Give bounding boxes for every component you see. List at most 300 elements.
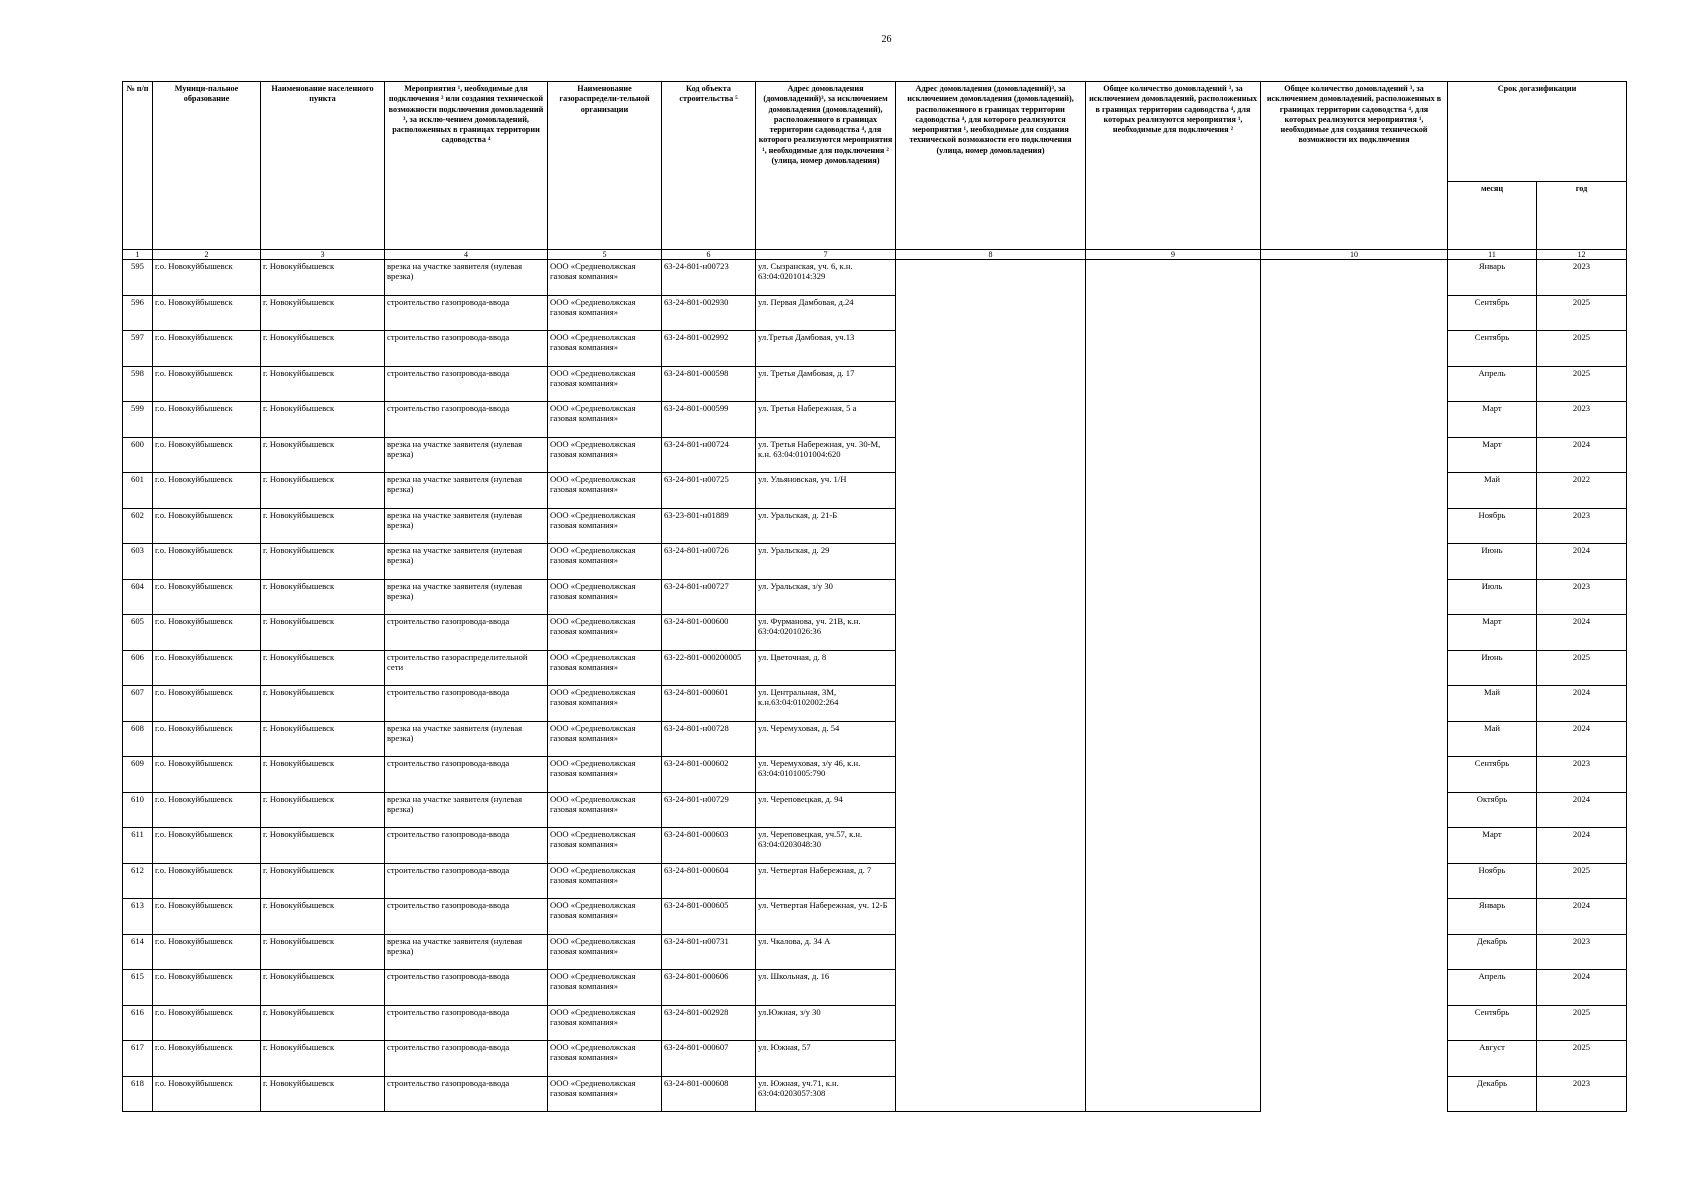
row-address-technical <box>896 863 1086 899</box>
table-row <box>123 579 1627 615</box>
row-month: Май <box>1448 473 1537 509</box>
row-municipality: г.о. Новокуйбышевск <box>153 721 261 757</box>
row-object-code: 63-24-801-н00726 <box>662 544 756 580</box>
row-month: Сентябрь <box>1448 331 1537 367</box>
row-count-connection <box>1086 721 1261 757</box>
table-row <box>123 686 1627 722</box>
row-month: Август <box>1448 1041 1537 1077</box>
row-number: 617 <box>123 1041 153 1077</box>
row-organization: ООО «Средневолжская газовая компания» <box>548 615 662 651</box>
row-activity: врезка на участке заявителя (нулевая врезка) <box>385 508 548 544</box>
row-count-technical <box>1261 260 1448 296</box>
row-number: 610 <box>123 792 153 828</box>
row-year: 2024 <box>1537 544 1627 580</box>
row-settlement: г. Новокуйбышевск <box>261 757 385 793</box>
row-count-technical <box>1261 721 1448 757</box>
table-header <box>123 82 1627 260</box>
header-settlement: Наименование населенного пункта <box>261 82 385 250</box>
row-count-connection <box>1086 1005 1261 1041</box>
row-address-technical <box>896 260 1086 296</box>
row-year: 2025 <box>1537 1005 1627 1041</box>
row-address: ул. Черемуховая, з/у 46, к.н. 63:04:0101005:790 <box>756 757 896 793</box>
row-address: ул. Череповецкая, уч.57, к.н. 63:04:0203048:30 <box>756 828 896 864</box>
row-month: Май <box>1448 721 1537 757</box>
row-count-technical <box>1261 970 1448 1006</box>
row-number: 607 <box>123 686 153 722</box>
row-number: 618 <box>123 1076 153 1112</box>
row-address: ул. Фурманова, уч. 21В, к.н. 63:04:0201026:36 <box>756 615 896 651</box>
row-month: Ноябрь <box>1448 863 1537 899</box>
row-municipality: г.о. Новокуйбышевск <box>153 970 261 1006</box>
row-municipality: г.о. Новокуйбышевск <box>153 437 261 473</box>
row-municipality: г.о. Новокуйбышевск <box>153 544 261 580</box>
row-address: ул. Уральская, д. 29 <box>756 544 896 580</box>
row-count-technical <box>1261 544 1448 580</box>
row-activity: строительство газопровода-ввода <box>385 615 548 651</box>
table-body <box>123 260 1627 1112</box>
row-municipality: г.о. Новокуйбышевск <box>153 402 261 438</box>
row-month: Май <box>1448 686 1537 722</box>
column-number: 7 <box>756 250 896 260</box>
row-month: Декабрь <box>1448 1076 1537 1112</box>
row-number: 599 <box>123 402 153 438</box>
row-address-technical <box>896 934 1086 970</box>
row-settlement: г. Новокуйбышевск <box>261 934 385 970</box>
row-number: 611 <box>123 828 153 864</box>
row-activity: строительство газопровода-ввода <box>385 331 548 367</box>
row-activity: врезка на участке заявителя (нулевая врезка) <box>385 260 548 296</box>
row-address-technical <box>896 295 1086 331</box>
row-activity: врезка на участке заявителя (нулевая врезка) <box>385 437 548 473</box>
row-year: 2024 <box>1537 686 1627 722</box>
row-activity: врезка на участке заявителя (нулевая врезка) <box>385 934 548 970</box>
row-organization: ООО «Средневолжская газовая компания» <box>548 437 662 473</box>
table-row <box>123 757 1627 793</box>
header-count-connection: Общее количество домовладений ³, за исключением домовладений, расположенных в границах территории садоводства ⁴, для которых реализуются мероприятия ¹, необходимые для подключения ² <box>1086 82 1261 250</box>
row-object-code: 63-24-801-000606 <box>662 970 756 1006</box>
row-count-technical <box>1261 686 1448 722</box>
row-count-technical <box>1261 508 1448 544</box>
table-row <box>123 970 1627 1006</box>
row-municipality: г.о. Новокуйбышевск <box>153 1005 261 1041</box>
row-activity: строительство газопровода-ввода <box>385 366 548 402</box>
row-address-technical <box>896 721 1086 757</box>
row-settlement: г. Новокуйбышевск <box>261 331 385 367</box>
row-count-technical <box>1261 579 1448 615</box>
column-number: 3 <box>261 250 385 260</box>
row-count-technical <box>1261 650 1448 686</box>
row-address: ул. Уральская, д. 21-Б <box>756 508 896 544</box>
row-organization: ООО «Средневолжская газовая компания» <box>548 295 662 331</box>
row-month: Март <box>1448 437 1537 473</box>
row-count-connection <box>1086 934 1261 970</box>
row-address-technical <box>896 508 1086 544</box>
row-activity: врезка на участке заявителя (нулевая врезка) <box>385 792 548 828</box>
column-number: 8 <box>896 250 1086 260</box>
table-row <box>123 1041 1627 1077</box>
row-address-technical <box>896 757 1086 793</box>
column-number: 9 <box>1086 250 1261 260</box>
row-month: Октябрь <box>1448 792 1537 828</box>
row-municipality: г.о. Новокуйбышевск <box>153 366 261 402</box>
row-object-code: 63-24-801-002992 <box>662 331 756 367</box>
row-number: 613 <box>123 899 153 935</box>
table-row <box>123 1005 1627 1041</box>
row-activity: строительство газопровода-ввода <box>385 899 548 935</box>
row-activity: строительство газопровода-ввода <box>385 1005 548 1041</box>
row-address-technical <box>896 650 1086 686</box>
row-object-code: 63-24-801-000598 <box>662 366 756 402</box>
row-number: 603 <box>123 544 153 580</box>
row-month: Ноябрь <box>1448 508 1537 544</box>
row-activity: врезка на участке заявителя (нулевая врезка) <box>385 544 548 580</box>
row-address: ул. Черемуховая, д. 54 <box>756 721 896 757</box>
column-number: 1 <box>123 250 153 260</box>
row-count-technical <box>1261 1005 1448 1041</box>
row-activity: строительство газопровода-ввода <box>385 295 548 331</box>
row-number: 612 <box>123 863 153 899</box>
row-activity: строительство газопровода-ввода <box>385 863 548 899</box>
row-number: 602 <box>123 508 153 544</box>
row-settlement: г. Новокуйбышевск <box>261 402 385 438</box>
row-address: ул. Третья Набережная, уч. 30-М, к.н. 63:04:0101004:620 <box>756 437 896 473</box>
row-activity: строительство газопровода-ввода <box>385 686 548 722</box>
row-organization: ООО «Средневолжская газовая компания» <box>548 402 662 438</box>
row-year: 2025 <box>1537 863 1627 899</box>
table-row <box>123 934 1627 970</box>
row-address-technical <box>896 579 1086 615</box>
table-row <box>123 792 1627 828</box>
row-organization: ООО «Средневолжская газовая компания» <box>548 934 662 970</box>
row-municipality: г.о. Новокуйбышевск <box>153 508 261 544</box>
row-organization: ООО «Средневолжская газовая компания» <box>548 721 662 757</box>
table-row <box>123 650 1627 686</box>
row-object-code: 63-24-801-000608 <box>662 1076 756 1112</box>
row-year: 2025 <box>1537 1041 1627 1077</box>
row-organization: ООО «Средневолжская газовая компания» <box>548 473 662 509</box>
row-count-technical <box>1261 295 1448 331</box>
row-settlement: г. Новокуйбышевск <box>261 970 385 1006</box>
header-month: месяц <box>1448 182 1537 250</box>
row-number: 605 <box>123 615 153 651</box>
table-row <box>123 615 1627 651</box>
column-number: 2 <box>153 250 261 260</box>
row-settlement: г. Новокуйбышевск <box>261 1076 385 1112</box>
row-year: 2024 <box>1537 437 1627 473</box>
table-row <box>123 721 1627 757</box>
row-month: Март <box>1448 402 1537 438</box>
row-count-connection <box>1086 970 1261 1006</box>
row-settlement: г. Новокуйбышевск <box>261 686 385 722</box>
row-organization: ООО «Средневолжская газовая компания» <box>548 331 662 367</box>
row-object-code: 63-24-801-000600 <box>662 615 756 651</box>
row-count-technical <box>1261 757 1448 793</box>
table-row <box>123 402 1627 438</box>
row-count-connection <box>1086 1076 1261 1112</box>
row-address: ул. Сызранская, уч. 6, к.н. 63:04:0201014:329 <box>756 260 896 296</box>
row-activity: врезка на участке заявителя (нулевая врезка) <box>385 473 548 509</box>
row-count-connection <box>1086 579 1261 615</box>
column-number: 10 <box>1261 250 1448 260</box>
table-row <box>123 899 1627 935</box>
row-number: 609 <box>123 757 153 793</box>
table-row <box>123 366 1627 402</box>
row-month: Сентябрь <box>1448 295 1537 331</box>
row-settlement: г. Новокуйбышевск <box>261 260 385 296</box>
row-count-technical <box>1261 402 1448 438</box>
row-organization: ООО «Средневолжская газовая компания» <box>548 757 662 793</box>
column-number: 4 <box>385 250 548 260</box>
column-number: 5 <box>548 250 662 260</box>
row-address: ул. Цветочная, д. 8 <box>756 650 896 686</box>
row-month: Март <box>1448 828 1537 864</box>
row-address: ул. Первая Дамбовая, д.24 <box>756 295 896 331</box>
row-number: 595 <box>123 260 153 296</box>
row-address-technical <box>896 1076 1086 1112</box>
row-year: 2023 <box>1537 579 1627 615</box>
row-settlement: г. Новокуйбышевск <box>261 366 385 402</box>
row-settlement: г. Новокуйбышевск <box>261 863 385 899</box>
row-address: ул. Ульяновская, уч. 1/Н <box>756 473 896 509</box>
row-address: ул. Уральская, з/у 30 <box>756 579 896 615</box>
row-month: Апрель <box>1448 366 1537 402</box>
row-object-code: 63-24-801-000603 <box>662 828 756 864</box>
row-year: 2023 <box>1537 402 1627 438</box>
header-address-connection: Адрес домовладения (домовладений)³, за исключением домовладения (домовладений), расположенного в границах территории садоводства ⁴, для которого реализуются мероприятия ¹, необходимые для подключения ² (улица, номер домовладения) <box>756 82 896 250</box>
row-activity: строительство газораспределительной сети <box>385 650 548 686</box>
row-organization: ООО «Средневолжская газовая компания» <box>548 1005 662 1041</box>
row-address: ул. Череповецкая, д. 94 <box>756 792 896 828</box>
row-count-connection <box>1086 437 1261 473</box>
row-object-code: 63-24-801-000607 <box>662 1041 756 1077</box>
row-organization: ООО «Средневолжская газовая компания» <box>548 544 662 580</box>
row-address-technical <box>896 402 1086 438</box>
header-object-code: Код объекта строительства ⁵ <box>662 82 756 250</box>
table-row <box>123 828 1627 864</box>
row-year: 2023 <box>1537 508 1627 544</box>
row-number: 596 <box>123 295 153 331</box>
row-count-technical <box>1261 473 1448 509</box>
row-number: 614 <box>123 934 153 970</box>
row-municipality: г.о. Новокуйбышевск <box>153 828 261 864</box>
row-object-code: 63-24-801-000602 <box>662 757 756 793</box>
row-address: ул. Центральная, 3М, к.н.63:04:0102002:264 <box>756 686 896 722</box>
column-numbers-row <box>123 250 1627 260</box>
header-count-technical: Общее количество домовладений ³, за исключением домовладений, расположенных в границах территории садоводства ⁴, для которых реализуются мероприятия ¹, необходимые для создания технической возможности их подключения <box>1261 82 1448 250</box>
row-municipality: г.о. Новокуйбышевск <box>153 1041 261 1077</box>
row-organization: ООО «Средневолжская газовая компания» <box>548 579 662 615</box>
row-count-technical <box>1261 1041 1448 1077</box>
row-settlement: г. Новокуйбышевск <box>261 295 385 331</box>
row-object-code: 63-24-801-н00731 <box>662 934 756 970</box>
row-activity: врезка на участке заявителя (нулевая врезка) <box>385 579 548 615</box>
row-year: 2024 <box>1537 970 1627 1006</box>
table-row <box>123 1076 1627 1112</box>
row-year: 2025 <box>1537 366 1627 402</box>
table-row <box>123 331 1627 367</box>
row-settlement: г. Новокуйбышевск <box>261 544 385 580</box>
row-address: ул. Четвертая Набережная, д. 7 <box>756 863 896 899</box>
row-organization: ООО «Средневолжская газовая компания» <box>548 828 662 864</box>
row-count-technical <box>1261 828 1448 864</box>
row-municipality: г.о. Новокуйбышевск <box>153 260 261 296</box>
row-count-connection <box>1086 899 1261 935</box>
row-activity: врезка на участке заявителя (нулевая врезка) <box>385 721 548 757</box>
row-address: ул. Южная, 57 <box>756 1041 896 1077</box>
row-count-technical <box>1261 792 1448 828</box>
row-municipality: г.о. Новокуйбышевск <box>153 686 261 722</box>
row-municipality: г.о. Новокуйбышевск <box>153 331 261 367</box>
row-year: 2024 <box>1537 615 1627 651</box>
row-number: 606 <box>123 650 153 686</box>
row-address-technical <box>896 366 1086 402</box>
row-address-technical <box>896 828 1086 864</box>
row-year: 2024 <box>1537 828 1627 864</box>
row-address: ул. Четвертая Набережная, уч. 12-Б <box>756 899 896 935</box>
row-count-technical <box>1261 437 1448 473</box>
row-settlement: г. Новокуйбышевск <box>261 579 385 615</box>
row-number: 601 <box>123 473 153 509</box>
row-count-connection <box>1086 508 1261 544</box>
row-activity: строительство газопровода-ввода <box>385 1076 548 1112</box>
header-organization: Наименование газораспредели-тельной организации <box>548 82 662 250</box>
row-municipality: г.о. Новокуйбышевск <box>153 757 261 793</box>
row-year: 2025 <box>1537 650 1627 686</box>
row-municipality: г.о. Новокуйбышевск <box>153 650 261 686</box>
row-address-technical <box>896 686 1086 722</box>
row-municipality: г.о. Новокуйбышевск <box>153 934 261 970</box>
row-number: 598 <box>123 366 153 402</box>
row-settlement: г. Новокуйбышевск <box>261 1005 385 1041</box>
row-count-connection <box>1086 686 1261 722</box>
row-count-connection <box>1086 650 1261 686</box>
gasification-table <box>122 81 1627 1112</box>
row-year: 2023 <box>1537 260 1627 296</box>
row-settlement: г. Новокуйбышевск <box>261 1041 385 1077</box>
row-municipality: г.о. Новокуйбышевск <box>153 473 261 509</box>
row-organization: ООО «Средневолжская газовая компания» <box>548 650 662 686</box>
row-settlement: г. Новокуйбышевск <box>261 650 385 686</box>
row-municipality: г.о. Новокуйбышевск <box>153 1076 261 1112</box>
row-object-code: 63-24-801-002928 <box>662 1005 756 1041</box>
row-count-connection <box>1086 473 1261 509</box>
row-settlement: г. Новокуйбышевск <box>261 828 385 864</box>
table-row <box>123 437 1627 473</box>
row-address: ул.Третья Дамбовая, уч.13 <box>756 331 896 367</box>
header-year: год <box>1537 182 1627 250</box>
row-address-technical <box>896 1041 1086 1077</box>
row-organization: ООО «Средневолжская газовая компания» <box>548 792 662 828</box>
row-activity: строительство газопровода-ввода <box>385 970 548 1006</box>
row-municipality: г.о. Новокуйбышевск <box>153 792 261 828</box>
row-month: Январь <box>1448 260 1537 296</box>
row-object-code: 63-24-801-н00728 <box>662 721 756 757</box>
row-count-connection <box>1086 1041 1261 1077</box>
row-organization: ООО «Средневолжская газовая компания» <box>548 1041 662 1077</box>
row-settlement: г. Новокуйбышевск <box>261 721 385 757</box>
row-month: Январь <box>1448 899 1537 935</box>
row-count-technical <box>1261 899 1448 935</box>
row-year: 2023 <box>1537 1076 1627 1112</box>
row-object-code: 63-24-801-000604 <box>662 863 756 899</box>
row-object-code: 63-22-801-000200005 <box>662 650 756 686</box>
row-address: ул. Чкалова, д. 34 А <box>756 934 896 970</box>
row-count-connection <box>1086 615 1261 651</box>
row-year: 2024 <box>1537 899 1627 935</box>
row-count-technical <box>1261 366 1448 402</box>
row-settlement: г. Новокуйбышевск <box>261 473 385 509</box>
column-number: 11 <box>1448 250 1537 260</box>
row-number: 604 <box>123 579 153 615</box>
table-row <box>123 508 1627 544</box>
header-deadline: Срок догазификации <box>1448 82 1627 182</box>
row-address: ул.Южная, з/у 30 <box>756 1005 896 1041</box>
row-year: 2023 <box>1537 757 1627 793</box>
row-count-technical <box>1261 615 1448 651</box>
row-municipality: г.о. Новокуйбышевск <box>153 615 261 651</box>
row-organization: ООО «Средневолжская газовая компания» <box>548 899 662 935</box>
row-count-connection <box>1086 863 1261 899</box>
row-month: Декабрь <box>1448 934 1537 970</box>
row-organization: ООО «Средневолжская газовая компания» <box>548 686 662 722</box>
row-organization: ООО «Средневолжская газовая компания» <box>548 366 662 402</box>
row-settlement: г. Новокуйбышевск <box>261 615 385 651</box>
row-object-code: 63-23-801-н01889 <box>662 508 756 544</box>
row-address-technical <box>896 473 1086 509</box>
header-num: № п/п <box>123 82 153 250</box>
row-year: 2025 <box>1537 331 1627 367</box>
table-row <box>123 863 1627 899</box>
row-count-connection <box>1086 792 1261 828</box>
row-address-technical <box>896 615 1086 651</box>
row-address: ул. Третья Дамбовая, д. 17 <box>756 366 896 402</box>
row-year: 2024 <box>1537 721 1627 757</box>
row-activity: строительство газопровода-ввода <box>385 1041 548 1077</box>
row-organization: ООО «Средневолжская газовая компания» <box>548 508 662 544</box>
row-count-connection <box>1086 295 1261 331</box>
row-month: Июнь <box>1448 650 1537 686</box>
row-activity: строительство газопровода-ввода <box>385 828 548 864</box>
row-municipality: г.о. Новокуйбышевск <box>153 899 261 935</box>
row-count-connection <box>1086 757 1261 793</box>
row-count-technical <box>1261 934 1448 970</box>
row-object-code: 63-24-801-н00723 <box>662 260 756 296</box>
row-municipality: г.о. Новокуйбышевск <box>153 863 261 899</box>
table-row <box>123 473 1627 509</box>
row-object-code: 63-24-801-н00727 <box>662 579 756 615</box>
row-municipality: г.о. Новокуйбышевск <box>153 295 261 331</box>
row-address-technical <box>896 544 1086 580</box>
row-settlement: г. Новокуйбышевск <box>261 899 385 935</box>
row-count-connection <box>1086 828 1261 864</box>
row-object-code: 63-24-801-000605 <box>662 899 756 935</box>
row-object-code: 63-24-801-н00725 <box>662 473 756 509</box>
row-count-connection <box>1086 331 1261 367</box>
row-year: 2023 <box>1537 934 1627 970</box>
row-object-code: 63-24-801-000601 <box>662 686 756 722</box>
row-organization: ООО «Средневолжская газовая компания» <box>548 863 662 899</box>
row-count-connection <box>1086 544 1261 580</box>
header-activities: Мероприятия ¹, необходимые для подключения ² или создания технической возможности подключения домовладений ³, за исклю-чением домовладений, расположенных в границах территории садоводства ⁴ <box>385 82 548 250</box>
row-settlement: г. Новокуйбышевск <box>261 437 385 473</box>
row-number: 600 <box>123 437 153 473</box>
row-organization: ООО «Средневолжская газовая компания» <box>548 1076 662 1112</box>
row-settlement: г. Новокуйбышевск <box>261 508 385 544</box>
row-month: Июль <box>1448 579 1537 615</box>
row-number: 608 <box>123 721 153 757</box>
row-number: 597 <box>123 331 153 367</box>
row-address: ул. Школьная, д. 16 <box>756 970 896 1006</box>
